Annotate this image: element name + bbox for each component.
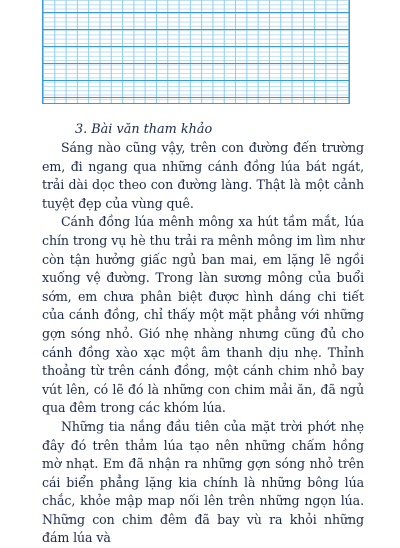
grid-major-line bbox=[43, 29, 349, 30]
section-title: 3. Bài văn tham khảo bbox=[75, 122, 213, 137]
essay-paragraph-1: Sáng nào cũng vậy, trên con đường đến trường em, đi ngang qua những cánh đồng lúa bát ngát, trải dài dọc theo con đường làng. Thật là một cảnh tuyệt đẹp của vùng quê. bbox=[42, 140, 364, 211]
grid-major-line bbox=[43, 12, 349, 13]
grid-major-line bbox=[43, 46, 349, 47]
reference-essay bbox=[42, 121, 364, 548]
grid-major-line bbox=[43, 63, 349, 64]
essay-paragraph-2: Cánh đồng lúa mênh mông xa hút tầm mắt, lúa chín trong vụ hè thu trải ra mênh mông im lìm như còn tận hưởng giấc ngủ ban mai, em lặng lẽ ngồi xuống vệ đường. Trong làn sương mông của buổi sớm, em chưa phân biệt được hình dáng chi tiết của cánh đồng, chỉ thấy một mặt phẳng với những gợn sóng nhỏ. Gió nhẹ nhàng nhưng cũng đủ cho cánh đồng xào xạc một âm thanh dịu nhẹ. Thỉnh thoảng từ trên cánh đồng, một cánh chim nhỏ bay vút lên, có lẽ đó là những con chim mải ăn, đã ngủ qua đêm trong các khóm lúa. bbox=[42, 214, 364, 416]
grid-major-line bbox=[43, 97, 349, 98]
grid-major-line bbox=[43, 80, 349, 81]
handwriting-practice-grid bbox=[42, 0, 350, 104]
essay-paragraph-3: Những tia nắng đầu tiên của mặt trời phớt nhẹ đây đó trên thảm lúa tạo nên những chấm hồng mờ nhạt. Em đã nhận ra những gợn sóng nhỏ trên cái biển phẳng lặng kia chính là những bông lúa chắc, khỏe mập map nối lên trên những ngọn lúa. Những con chim đêm đã bay vù ra khỏi những đám lúa và bbox=[42, 418, 364, 546]
